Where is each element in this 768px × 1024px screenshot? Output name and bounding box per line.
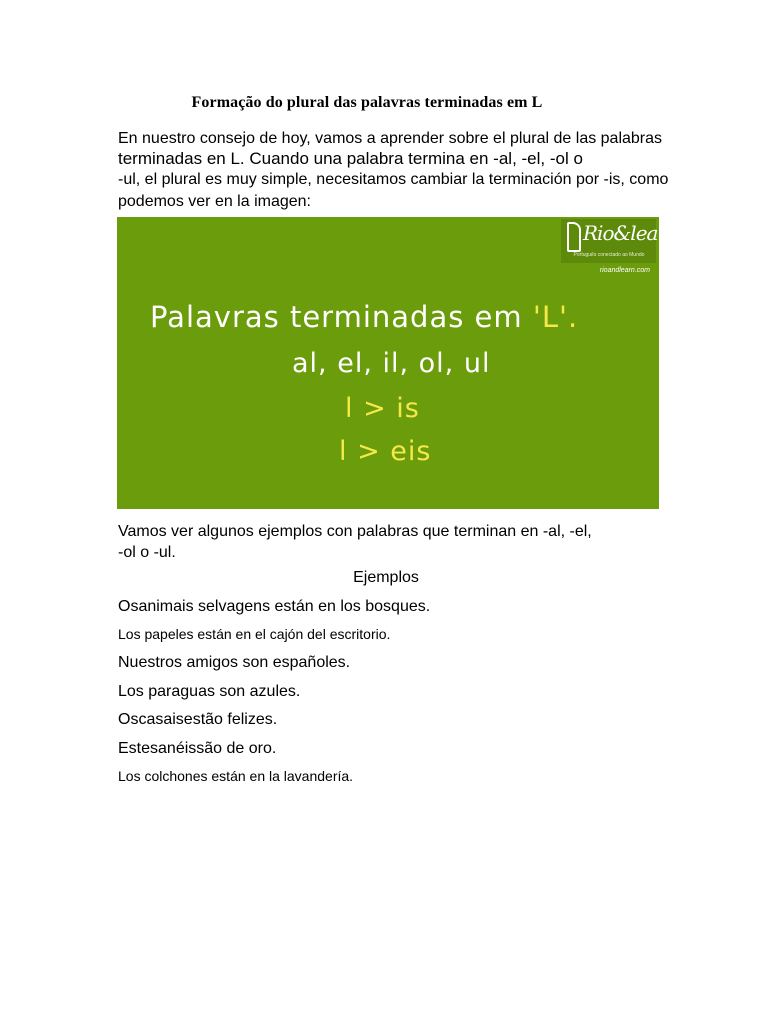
document-title-text: Formação do plural das palavras terminadas em L [191, 94, 543, 111]
rio-and-learn-logo [561, 219, 678, 263]
lesson-image [117, 217, 678, 509]
intro-line: terminadas en L. Cuando una palabra termina en -al, -el, -ol o [118, 149, 583, 168]
banner-title-prefix: Palavras terminadas em [150, 300, 533, 334]
banner-title [150, 300, 578, 334]
logo-url: rioandlearn.com [599, 267, 650, 274]
intro-line: -ul, el plural es muy simple, necesitamos cambiar la terminación por -is, como [118, 171, 669, 188]
example-sentence: Estesanéissão de oro. [118, 740, 277, 757]
banner-endings: al, el, il, ol, ul [292, 348, 491, 379]
examples-heading-text: Ejemplos [353, 569, 419, 586]
examples-intro [118, 521, 678, 563]
banner-rule-is: l > is [345, 393, 420, 424]
example-sentence: Oscasaisestão felizes. [118, 711, 278, 728]
example-sentence: Los papeles están en el cajón del escritorio. [118, 626, 391, 642]
logo-mark-icon [567, 222, 581, 252]
banner-rule-eis: l > eis [339, 436, 432, 467]
example-sentence: Nuestros amigos son españoles. [118, 654, 351, 671]
example-sentence: Osanimais selvagens están en los bosques. [118, 598, 431, 615]
document-title [0, 94, 768, 112]
example-sentence: Los paraguas son azules. [118, 683, 301, 700]
logo-subtitle: Português conectado ao Mundo [573, 252, 645, 258]
intro-line: En nuestro consejo de hoy, vamos a aprender sobre el plural de las palabras [118, 130, 663, 147]
example-sentence: Los colchones están en la lavandería. [118, 768, 354, 784]
examples-intro-line: -ol o -ul. [118, 544, 176, 561]
examples-heading [0, 569, 768, 587]
logo-text: Rio&learn [583, 221, 678, 245]
intro-line: podemos ver en la imagen: [118, 193, 311, 210]
examples-intro-line: Vamos ver algunos ejemplos con palabras que terminan en -al, -el, [118, 523, 592, 540]
banner-title-highlight: 'L'. [532, 300, 579, 334]
intro-paragraph [118, 128, 678, 213]
